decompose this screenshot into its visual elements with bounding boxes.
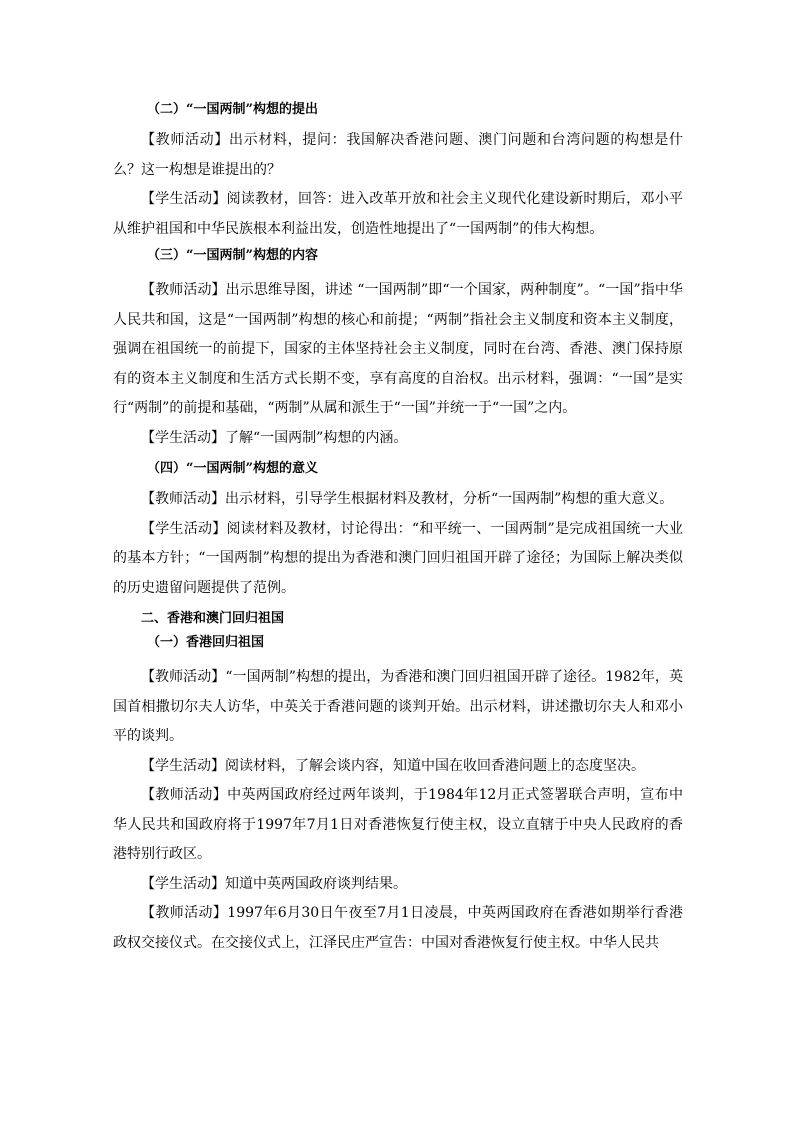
paragraph-student-activity: 【学生活动】阅读教材，回答：进入改革开放和社会主义现代化建设新时期后，邓小平从维护祖国和中华民族根本利益出发，创造性地提出了“一国两制”的伟大构想。 (113, 191, 683, 237)
paragraph-student-activity: 【学生活动】知道中英两国政府谈判结果。 (141, 875, 407, 892)
paragraph-student-activity: 【学生活动】阅读材料，了解会谈内容，知道中国在收回香港问题上的态度坚决。 (141, 757, 645, 774)
paragraph-teacher-activity: 【教师活动】1997年6月30日午夜至7月1日凌晨，中英两国政府在香港如期举行香港政权交接仪式。在交接仪式上，江泽民庄严宣告：中国对香港恢复行使主权。中华人民共 (113, 905, 683, 951)
paragraph-student-activity: 【学生活动】阅读材料及教材，讨论得出：“和平统一、一国两制”是完成祖国统一大业的基本方针；“一国两制”构想的提出为香港和澳门回归祖国开辟了途径；为国际上解决类似的历史遗留问题提供了范例。 (113, 520, 683, 596)
paragraph-teacher-activity: 【教师活动】出示材料，提问：我国解决香港问题、澳门问题和台湾问题的构想是什么？这一构想是谁提出的？ (113, 132, 683, 178)
chapter-heading-return: 二、香港和澳门回归祖国 (141, 611, 285, 626)
paragraph-teacher-activity: 【教师活动】出示材料，引导学生根据材料及教材，分析“一国两制”构想的重大意义。 (141, 491, 674, 507)
section-heading-proposal: （二）“一国两制”构想的提出 (147, 102, 318, 117)
section-heading-significance: （四）“一国两制”构想的意义 (147, 461, 318, 476)
paragraph-teacher-activity: 【教师活动】中英两国政府经过两年谈判，于1984年12月正式签署联合声明，宣布中华人民共和国政府将于1997年7月1日对香港恢复行使主权，设立直辖于中央人民政府的香港特别行政区。 (113, 787, 683, 862)
paragraph-teacher-activity: 【教师活动】出示思维导图，讲述 “一国两制”即“一个国家，两种制度”。“一国”指中华人民共和国，这是“一国两制”构想的核心和前提；“两制”指社会主义制度和资本主义制度，强调在祖国统一的前提下，国家的主体坚持社会主义制度，同时在台湾、香港、澳门保持原有的资本主义制度和生活方式长期不变，享有高度的自治权。出示材料，强调：“一国”是实行“两制”的前提和基础，“两制”从属和派生于“一国”并统一于“一国”之内。 (113, 282, 683, 416)
section-heading-hong-kong: （一）香港回归祖国 (147, 635, 265, 650)
paragraph-teacher-activity: 【教师活动】“一国两制”构想的提出，为香港和澳门回归祖国开辟了途径。1982年，英国首相撒切尔夫人访华，中英关于香港问题的谈判开始。出示材料，讲述撒切尔夫人和邓小平的谈判。 (113, 669, 683, 744)
paragraph-student-activity: 【学生活动】了解“一国两制”构想的内涵。 (141, 429, 408, 446)
section-heading-content: （三）“一国两制”构想的内容 (147, 248, 318, 263)
document-page (113, 100, 683, 958)
